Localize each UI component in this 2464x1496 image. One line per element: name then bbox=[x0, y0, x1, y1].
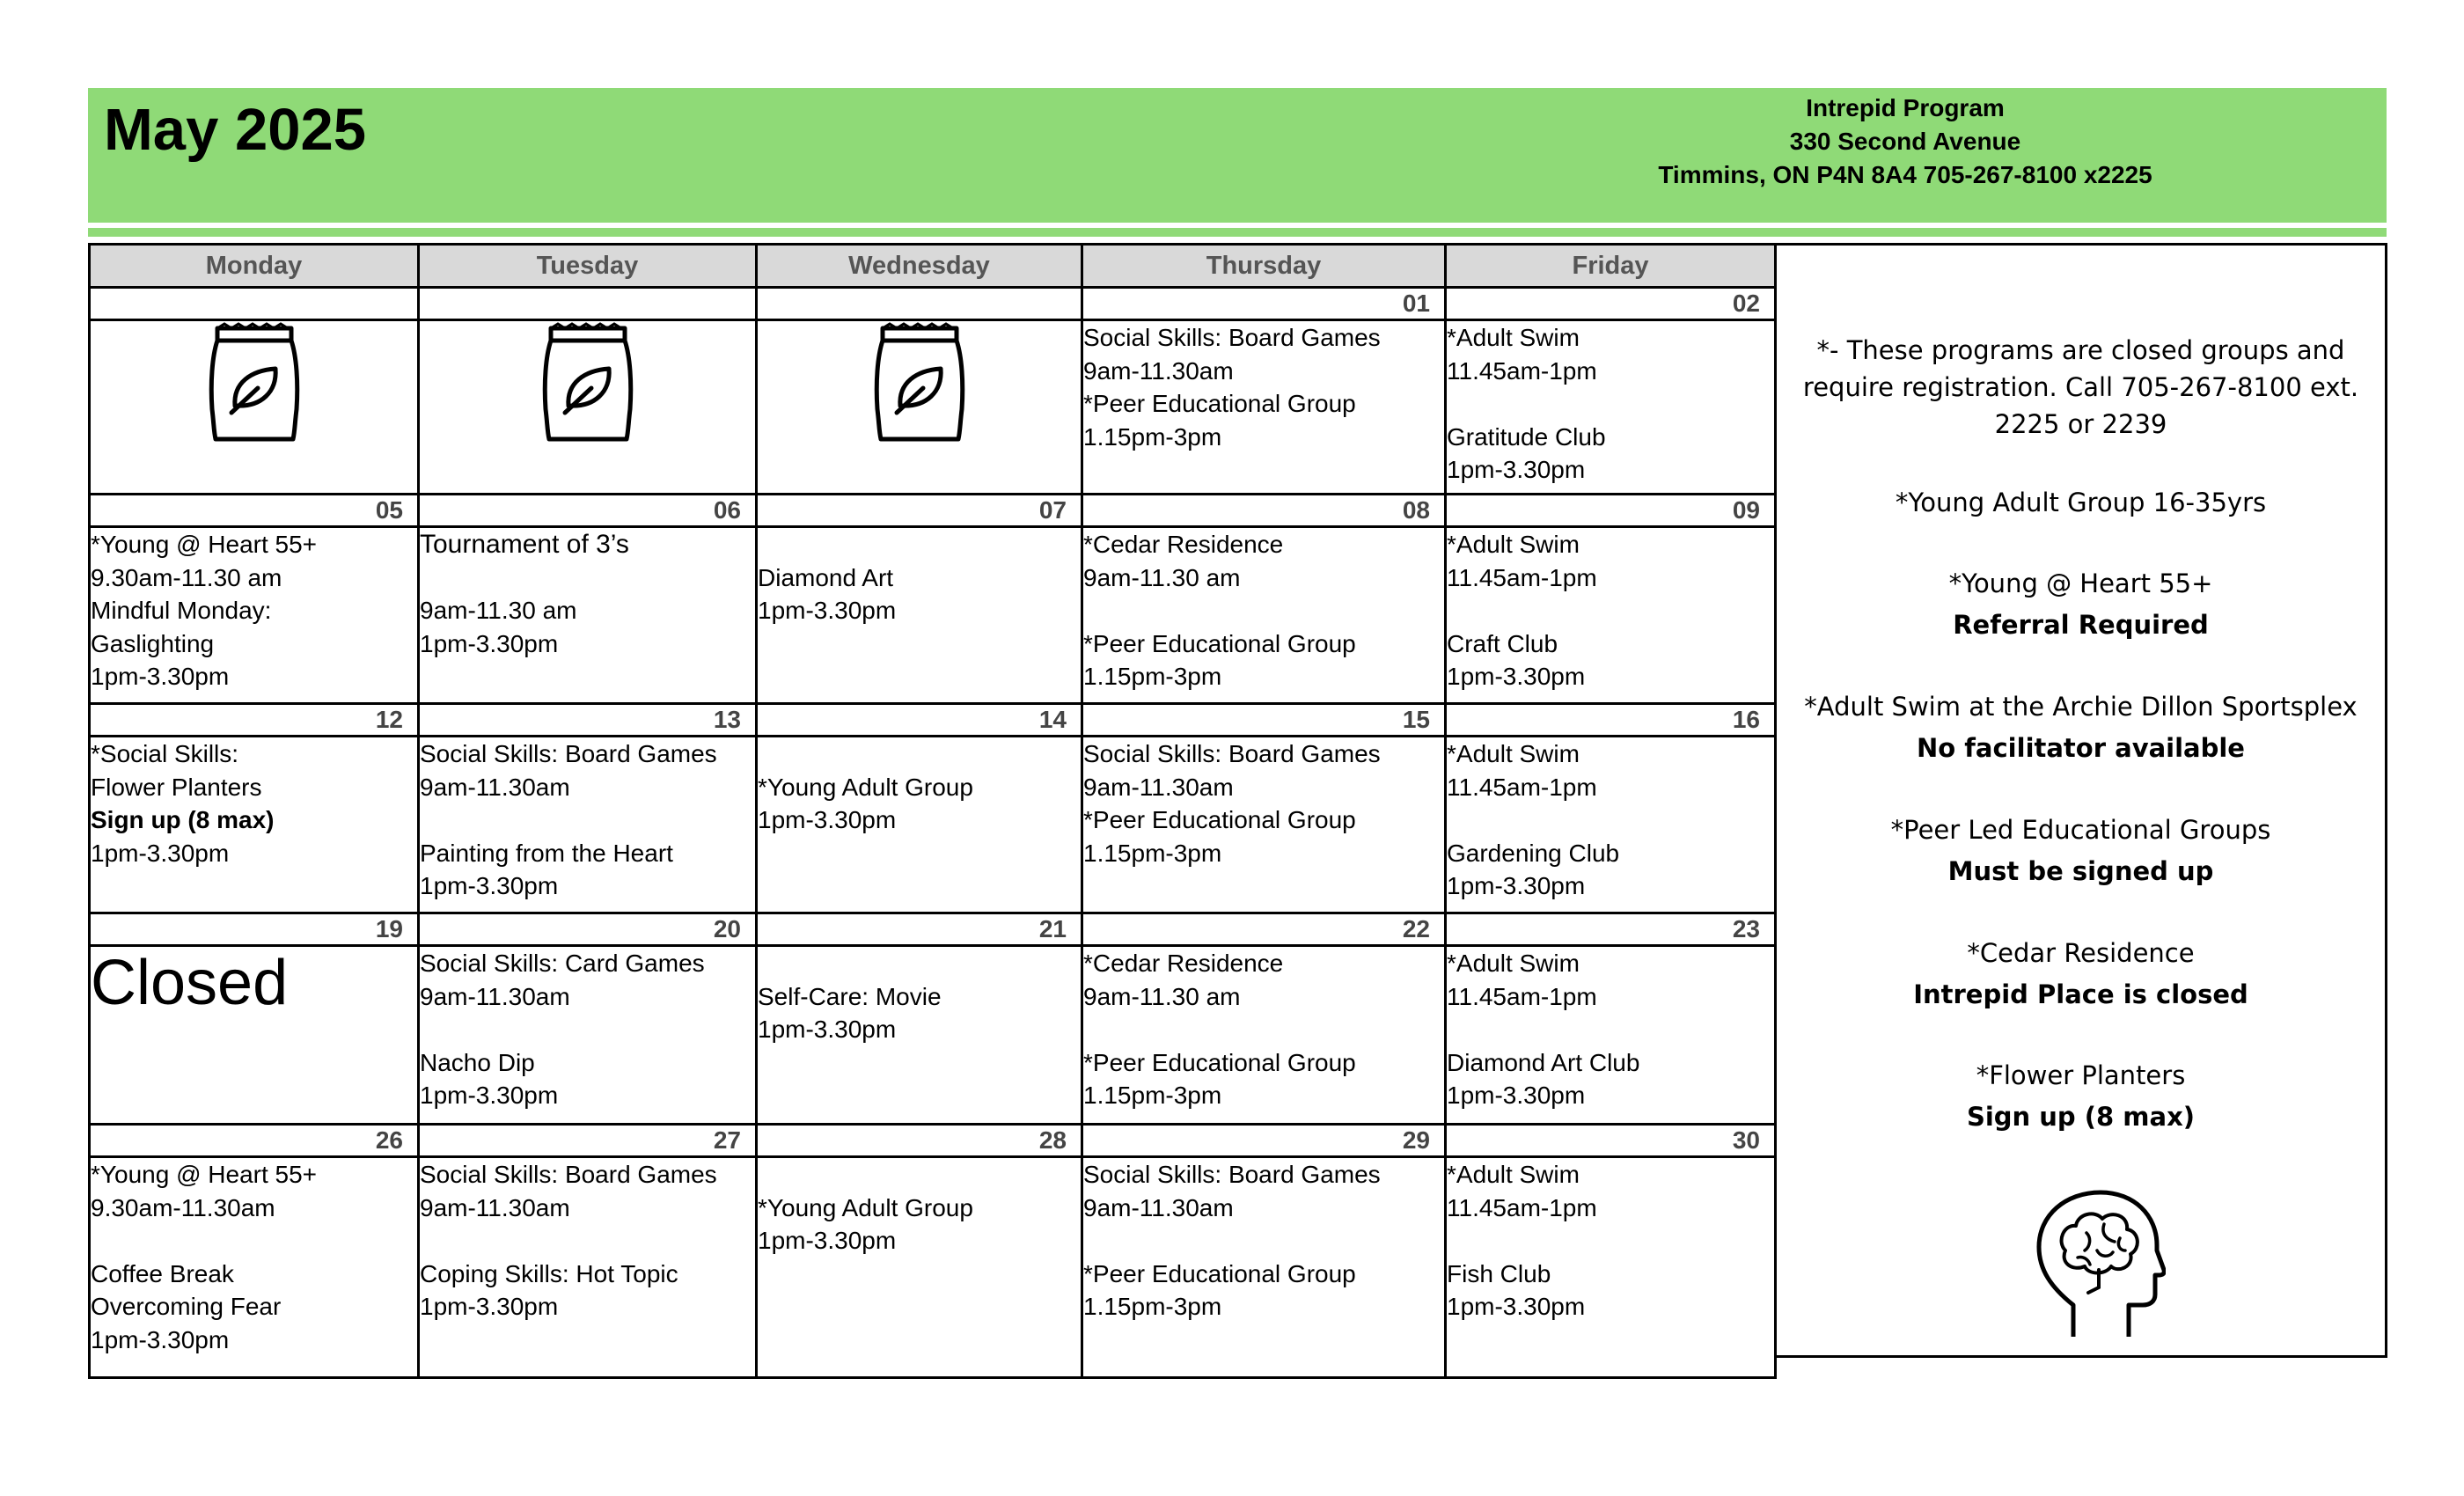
event-line: 9am-11.30am bbox=[1083, 356, 1234, 385]
weekday-header-row bbox=[90, 245, 1776, 288]
date-number-wednesday: 14 bbox=[757, 704, 1082, 737]
event-line: Social Skills: Board Games bbox=[1083, 740, 1381, 767]
event-line: *Adult Swim bbox=[1447, 324, 1580, 351]
event-line bbox=[1083, 1224, 1444, 1258]
day-cell-friday bbox=[1446, 320, 1776, 495]
date-row bbox=[90, 288, 1776, 320]
event-line: Social Skills: Card Games bbox=[420, 950, 705, 977]
flower-detail: Sign up (8 max) bbox=[1966, 1102, 2196, 1132]
day-cell-icon bbox=[757, 320, 1082, 495]
event-line bbox=[1447, 387, 1774, 421]
day-cell-wednesday bbox=[757, 527, 1082, 704]
leaf-bag-icon bbox=[209, 321, 300, 444]
young-adult-note: *Young Adult Group 16-35yrs bbox=[1895, 488, 2267, 517]
day-cell-thursday bbox=[1082, 946, 1446, 1125]
event-line: 1pm-3.30pm bbox=[1447, 872, 1586, 899]
event-line: 1pm-3.30pm bbox=[420, 1293, 559, 1320]
event-line bbox=[420, 1013, 755, 1046]
event-line: *Peer Educational Group bbox=[1083, 1259, 1356, 1287]
event-line: Tournament of 3’s bbox=[420, 530, 629, 559]
day-cell-thursday bbox=[1082, 737, 1446, 913]
event-line: *Cedar Residence bbox=[1083, 531, 1284, 558]
adult-swim-title: *Adult Swim at the Archie Dillon Sportsplex bbox=[1804, 692, 2358, 722]
event-line: *Cedar Residence bbox=[1083, 950, 1284, 977]
flower-note bbox=[1777, 1057, 2385, 1135]
event-line: Painting from the Heart bbox=[420, 839, 673, 867]
event-line: *Social Skills: bbox=[91, 740, 239, 767]
registration-note-line: 2225 or 2239 bbox=[1994, 409, 2167, 439]
weekday-wednesday: Wednesday bbox=[757, 245, 1082, 288]
event-line: 9am-11.30am bbox=[1083, 1193, 1234, 1221]
event-line: *Peer Educational Group bbox=[1083, 806, 1356, 833]
peer-led-detail: Must be signed up bbox=[1947, 856, 2214, 886]
day-cell-wednesday bbox=[757, 1157, 1082, 1378]
event-line: *Adult Swim bbox=[1447, 950, 1580, 977]
event-line bbox=[420, 1224, 755, 1258]
flower-title: *Flower Planters bbox=[1976, 1060, 2186, 1090]
closed-label: Closed bbox=[90, 946, 419, 1125]
event-line: Coffee Break bbox=[91, 1259, 234, 1287]
date-row bbox=[90, 495, 1776, 527]
event-line bbox=[758, 947, 1081, 980]
date-number-tuesday bbox=[419, 288, 757, 320]
event-line bbox=[1447, 1013, 1774, 1046]
adult-swim-detail: No facilitator available bbox=[1917, 733, 2245, 763]
cedar-note bbox=[1777, 935, 2385, 1013]
event-line: 11.45am-1pm bbox=[1447, 356, 1597, 385]
day-cell-monday bbox=[90, 1157, 419, 1378]
day-cell-monday bbox=[90, 527, 419, 704]
event-line bbox=[420, 561, 755, 595]
day-cell-icon bbox=[90, 320, 419, 495]
date-number-wednesday: 28 bbox=[757, 1125, 1082, 1157]
registration-note-line: *- These programs are closed groups and bbox=[1816, 335, 2345, 365]
date-number-thursday: 29 bbox=[1082, 1125, 1446, 1157]
day-cell-tuesday bbox=[419, 1157, 757, 1378]
event-line: 1pm-3.30pm bbox=[758, 597, 897, 624]
date-number-thursday: 15 bbox=[1082, 704, 1446, 737]
young-heart-title: *Young @ Heart 55+ bbox=[1948, 568, 2213, 598]
event-line: Social Skills: Board Games bbox=[1083, 1161, 1381, 1188]
event-line bbox=[420, 803, 755, 837]
date-row bbox=[90, 1125, 1776, 1157]
day-cell-friday bbox=[1446, 527, 1776, 704]
event-line: *Peer Educational Group bbox=[1083, 1048, 1356, 1076]
day-cell-friday bbox=[1446, 946, 1776, 1125]
cedar-detail: Intrepid Place is closed bbox=[1913, 979, 2248, 1009]
event-line: 9am-11.30am bbox=[420, 1193, 570, 1221]
date-number-friday: 02 bbox=[1446, 288, 1776, 320]
event-line: 1.15pm-3pm bbox=[1083, 839, 1222, 867]
event-line: Gardening Club bbox=[1447, 839, 1620, 867]
date-number-friday: 09 bbox=[1446, 495, 1776, 527]
event-line: 11.45am-1pm bbox=[1447, 982, 1597, 1010]
weekday-friday: Friday bbox=[1446, 245, 1776, 288]
event-line: Diamond Art bbox=[758, 563, 894, 591]
event-line: 11.45am-1pm bbox=[1447, 773, 1597, 801]
event-line: 1pm-3.30pm bbox=[91, 663, 230, 690]
event-line: 1.15pm-3pm bbox=[1083, 1293, 1222, 1320]
event-line: 1pm-3.30pm bbox=[758, 806, 897, 833]
event-line: *Adult Swim bbox=[1447, 1161, 1580, 1188]
event-line: *Young @ Heart 55+ bbox=[91, 1161, 318, 1188]
event-line: 1.15pm-3pm bbox=[1083, 663, 1222, 690]
day-cell-friday bbox=[1446, 1157, 1776, 1378]
peer-led-note bbox=[1777, 811, 2385, 890]
event-line: 1.15pm-3pm bbox=[1083, 422, 1222, 451]
week-row bbox=[90, 737, 1776, 913]
date-number-wednesday: 21 bbox=[757, 913, 1082, 946]
date-number-thursday: 22 bbox=[1082, 913, 1446, 946]
date-row bbox=[90, 704, 1776, 737]
week-row bbox=[90, 1157, 1776, 1378]
event-line: Craft Club bbox=[1447, 629, 1558, 657]
day-cell-tuesday bbox=[419, 527, 757, 704]
event-line: Diamond Art Club bbox=[1447, 1048, 1640, 1076]
young-heart-note bbox=[1777, 565, 2385, 643]
day-cell-thursday bbox=[1082, 527, 1446, 704]
event-line: *Adult Swim bbox=[1447, 740, 1580, 767]
event-line: 1pm-3.30pm bbox=[758, 1227, 897, 1254]
day-cell-wednesday bbox=[757, 737, 1082, 913]
event-line: *Peer Educational Group bbox=[1083, 390, 1356, 417]
date-number-tuesday: 13 bbox=[419, 704, 757, 737]
event-line: 11.45am-1pm bbox=[1447, 1193, 1597, 1221]
event-line: Fish Club bbox=[1447, 1259, 1551, 1287]
date-number-wednesday bbox=[757, 288, 1082, 320]
event-line: *Young Adult Group bbox=[758, 1193, 973, 1221]
weekday-thursday: Thursday bbox=[1082, 245, 1446, 288]
info-sidebar bbox=[1774, 243, 2387, 1358]
date-number-monday: 05 bbox=[90, 495, 419, 527]
org-info bbox=[1448, 92, 2363, 192]
leaf-bag-icon bbox=[542, 321, 634, 444]
event-line bbox=[758, 1158, 1081, 1192]
event-line: 1pm-3.30pm bbox=[1447, 456, 1586, 483]
week-row bbox=[90, 320, 1776, 495]
weekday-tuesday: Tuesday bbox=[419, 245, 757, 288]
weekday-monday: Monday bbox=[90, 245, 419, 288]
day-cell-wednesday bbox=[757, 946, 1082, 1125]
day-cell-tuesday bbox=[419, 946, 757, 1125]
date-number-friday: 30 bbox=[1446, 1125, 1776, 1157]
event-line: Social Skills: Board Games bbox=[1083, 324, 1381, 351]
leaf-bag-icon bbox=[874, 321, 965, 444]
event-line: 9am-11.30 am bbox=[1083, 982, 1241, 1010]
date-number-friday: 23 bbox=[1446, 913, 1776, 946]
event-line: Nacho Dip bbox=[420, 1048, 535, 1076]
peer-led-title: *Peer Led Educational Groups bbox=[1890, 815, 2271, 845]
event-line: Social Skills: Board Games bbox=[420, 740, 717, 767]
day-cell-icon bbox=[419, 320, 757, 495]
event-line: Mindful Monday: bbox=[91, 597, 272, 624]
date-number-friday: 16 bbox=[1446, 704, 1776, 737]
banner-divider bbox=[88, 228, 2387, 237]
event-line: *Adult Swim bbox=[1447, 531, 1580, 558]
event-line: 9.30am-11.30am bbox=[91, 1193, 275, 1221]
event-line: 9am-11.30am bbox=[1083, 773, 1234, 801]
cedar-title: *Cedar Residence bbox=[1967, 938, 2195, 968]
event-line: 1pm-3.30pm bbox=[91, 839, 230, 867]
day-cell-thursday bbox=[1082, 1157, 1446, 1378]
month-title: May 2025 bbox=[104, 97, 366, 163]
registration-note bbox=[1777, 332, 2385, 443]
registration-note-line: require registration. Call 705-267-8100 ext. bbox=[1802, 372, 2359, 402]
event-line: 11.45am-1pm bbox=[1447, 563, 1597, 591]
event-line: Gaslighting bbox=[91, 629, 215, 657]
date-number-wednesday: 07 bbox=[757, 495, 1082, 527]
event-line: 1pm-3.30pm bbox=[420, 629, 559, 657]
event-line bbox=[1447, 803, 1774, 837]
date-number-monday: 12 bbox=[90, 704, 419, 737]
event-line: 1pm-3.30pm bbox=[420, 1082, 559, 1109]
date-number-monday: 19 bbox=[90, 913, 419, 946]
event-line bbox=[1447, 594, 1774, 627]
event-line bbox=[758, 737, 1081, 771]
brain-head-icon bbox=[2034, 1189, 2166, 1340]
date-number-thursday: 01 bbox=[1082, 288, 1446, 320]
day-cell-monday bbox=[90, 737, 419, 913]
day-cell-tuesday bbox=[419, 737, 757, 913]
event-line: 9am-11.30 am bbox=[1083, 563, 1241, 591]
event-line: Flower Planters bbox=[91, 773, 262, 801]
header-banner bbox=[88, 88, 2387, 223]
event-line: 9am-11.30 am bbox=[420, 597, 577, 624]
date-number-monday: 26 bbox=[90, 1125, 419, 1157]
young-heart-detail: Referral Required bbox=[1953, 610, 2209, 640]
event-line bbox=[758, 528, 1081, 561]
event-line: 1pm-3.30pm bbox=[758, 1016, 897, 1043]
event-line: Sign up (8 max) bbox=[91, 806, 275, 833]
calendar-grid bbox=[88, 243, 1777, 1379]
date-number-tuesday: 27 bbox=[419, 1125, 757, 1157]
adult-swim-note bbox=[1777, 688, 2385, 766]
event-line: 1pm-3.30pm bbox=[1447, 1293, 1586, 1320]
day-cell-thursday bbox=[1082, 320, 1446, 495]
event-line: Social Skills: Board Games bbox=[420, 1161, 717, 1188]
event-line: 1pm-3.30pm bbox=[1447, 663, 1586, 690]
week-row bbox=[90, 946, 1776, 1125]
event-line: *Peer Educational Group bbox=[1083, 629, 1356, 657]
event-line: 9am-11.30am bbox=[420, 773, 570, 801]
date-number-tuesday: 06 bbox=[419, 495, 757, 527]
event-line: 9.30am-11.30 am bbox=[91, 563, 282, 591]
date-row bbox=[90, 913, 1776, 946]
event-line: Gratitude Club bbox=[1447, 422, 1606, 451]
event-line: 1pm-3.30pm bbox=[1447, 1082, 1586, 1109]
event-line: *Young @ Heart 55+ bbox=[91, 531, 318, 558]
event-line: Self-Care: Movie bbox=[758, 982, 942, 1010]
event-line: 1pm-3.30pm bbox=[91, 1325, 230, 1353]
org-city-phone: Timmins, ON P4N 8A4 705-267-8100 x2225 bbox=[1658, 161, 2152, 188]
event-line: 1.15pm-3pm bbox=[1083, 1082, 1222, 1109]
org-name: Intrepid Program bbox=[1806, 94, 2005, 121]
day-cell-friday bbox=[1446, 737, 1776, 913]
event-line bbox=[1447, 1224, 1774, 1258]
event-line bbox=[91, 1224, 417, 1258]
event-line: Overcoming Fear bbox=[91, 1293, 282, 1320]
event-line: *Young Adult Group bbox=[758, 773, 973, 801]
week-row bbox=[90, 527, 1776, 704]
event-line: 1pm-3.30pm bbox=[420, 872, 559, 899]
event-line: Coping Skills: Hot Topic bbox=[420, 1259, 678, 1287]
org-address: 330 Second Avenue bbox=[1789, 128, 2021, 155]
date-number-thursday: 08 bbox=[1082, 495, 1446, 527]
date-number-tuesday: 20 bbox=[419, 913, 757, 946]
event-line: 9am-11.30am bbox=[420, 982, 570, 1010]
date-number-monday bbox=[90, 288, 419, 320]
event-line bbox=[1083, 1013, 1444, 1046]
event-line bbox=[1083, 594, 1444, 627]
